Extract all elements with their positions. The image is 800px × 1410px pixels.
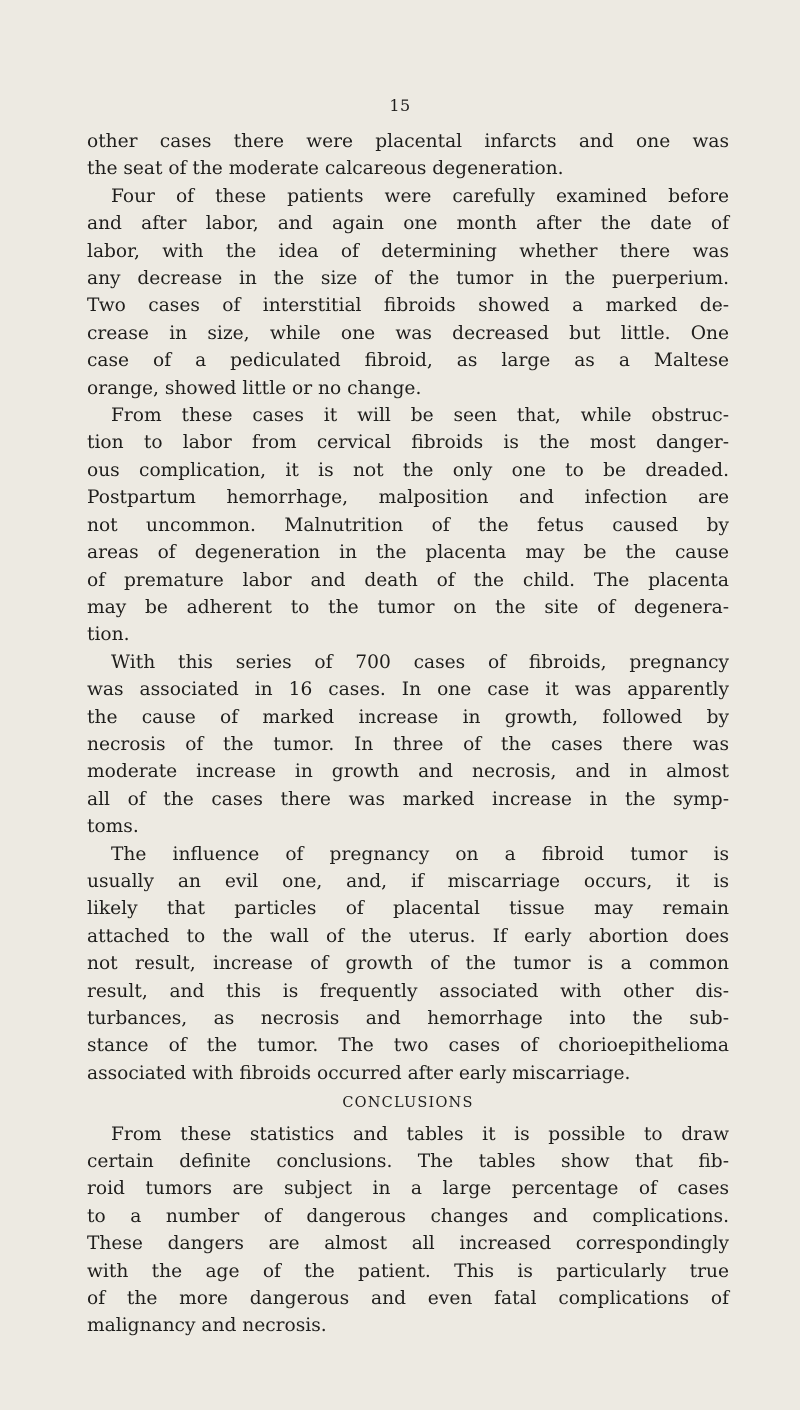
text-line: These dangers are almost all increased correspondingly xyxy=(87,1233,729,1255)
text-line: attached to the wall of the uterus. If early abortion does xyxy=(87,925,729,947)
section-heading: CONCLUSIONS xyxy=(342,1095,474,1112)
text-line: certain definite conclusions. The tables show that fib- xyxy=(87,1151,729,1173)
text-line: of premature labor and death of the child. The placenta xyxy=(87,569,729,591)
text-line: orange, showed little or no change. xyxy=(87,377,422,399)
text-line: of the more dangerous and even fatal complications of xyxy=(87,1288,729,1310)
text-line: areas of degeneration in the placenta may be the cause xyxy=(87,542,729,564)
text-line: tion to labor from cervical fibroids is the most danger- xyxy=(87,432,729,454)
text-line: and after labor, and again one month after the date of xyxy=(87,213,729,235)
text-line: with the age of the patient. This is particularly true xyxy=(87,1260,729,1282)
text-line: not uncommon. Malnutrition of the fetus caused by xyxy=(87,514,729,536)
text-line: turbances, as necrosis and hemorrhage into the sub- xyxy=(87,1008,729,1029)
text-line: the cause of marked increase in growth, followed by xyxy=(87,706,729,728)
text-line: likely that particles of placental tissue may remain xyxy=(87,898,729,920)
text-line: Two cases of interstitial fibroids showed a marked de- xyxy=(87,295,729,317)
text-line: roid tumors are subject in a large percentage of cases xyxy=(87,1178,729,1200)
text-line: crease in size, while one was decreased but little. One xyxy=(87,322,729,344)
text-line: not result, increase of growth of the tumor is a common xyxy=(87,953,729,975)
text-line: to a number of dangerous changes and complications. xyxy=(87,1205,729,1227)
text-line: toms. xyxy=(87,816,139,838)
text-line: malignancy and necrosis. xyxy=(87,1315,327,1337)
text-line: result, and this is frequently associated with other dis- xyxy=(87,980,729,1002)
text-line: From these cases it will be seen that, while obstruc- xyxy=(111,405,729,427)
text-line: Four of these patients were carefully examined before xyxy=(111,185,729,207)
text-line: any decrease in the size of the tumor in the puerperium. xyxy=(87,268,729,290)
text-line: was associated in 16 cases. In one case it was apparently xyxy=(87,679,729,701)
text-line: The influence of pregnancy on a fibroid tumor is xyxy=(111,843,729,865)
text-line: Postpartum hemorrhage, malposition and infection are xyxy=(87,487,729,509)
text-line: With this series of 700 cases of fibroids, pregnancy xyxy=(111,651,729,673)
text-line: From these statistics and tables it is possible to draw xyxy=(111,1123,729,1145)
text-line: the seat of the moderate calcareous degeneration. xyxy=(87,158,564,180)
page-number: 15 xyxy=(389,96,411,115)
text-line: all of the cases there was marked increase in the symp- xyxy=(87,788,729,810)
text-line: may be adherent to the tumor on the site of degenera- xyxy=(87,596,729,618)
text-line: necrosis of the tumor. In three of the cases there was xyxy=(87,733,729,755)
text-line: associated with fibroids occurred after early miscarriage. xyxy=(87,1062,631,1084)
text-line: moderate increase in growth and necrosis, and in almost xyxy=(87,761,729,783)
text-line: tion. xyxy=(87,624,130,646)
body-text xyxy=(87,128,729,1340)
text-line: ous complication, it is not the only one to be dreaded. xyxy=(87,459,729,481)
text-line: labor, with the idea of determining whether there was xyxy=(87,240,729,262)
text-line: stance of the tumor. The two cases of chorioepithelioma xyxy=(87,1035,729,1057)
text-line: other cases there were placental infarcts and one was xyxy=(87,131,729,152)
text-line: case of a pediculated fibroid, as large as a Maltese xyxy=(87,350,729,372)
text-line: usually an evil one, and, if miscarriage occurs, it is xyxy=(87,870,729,892)
